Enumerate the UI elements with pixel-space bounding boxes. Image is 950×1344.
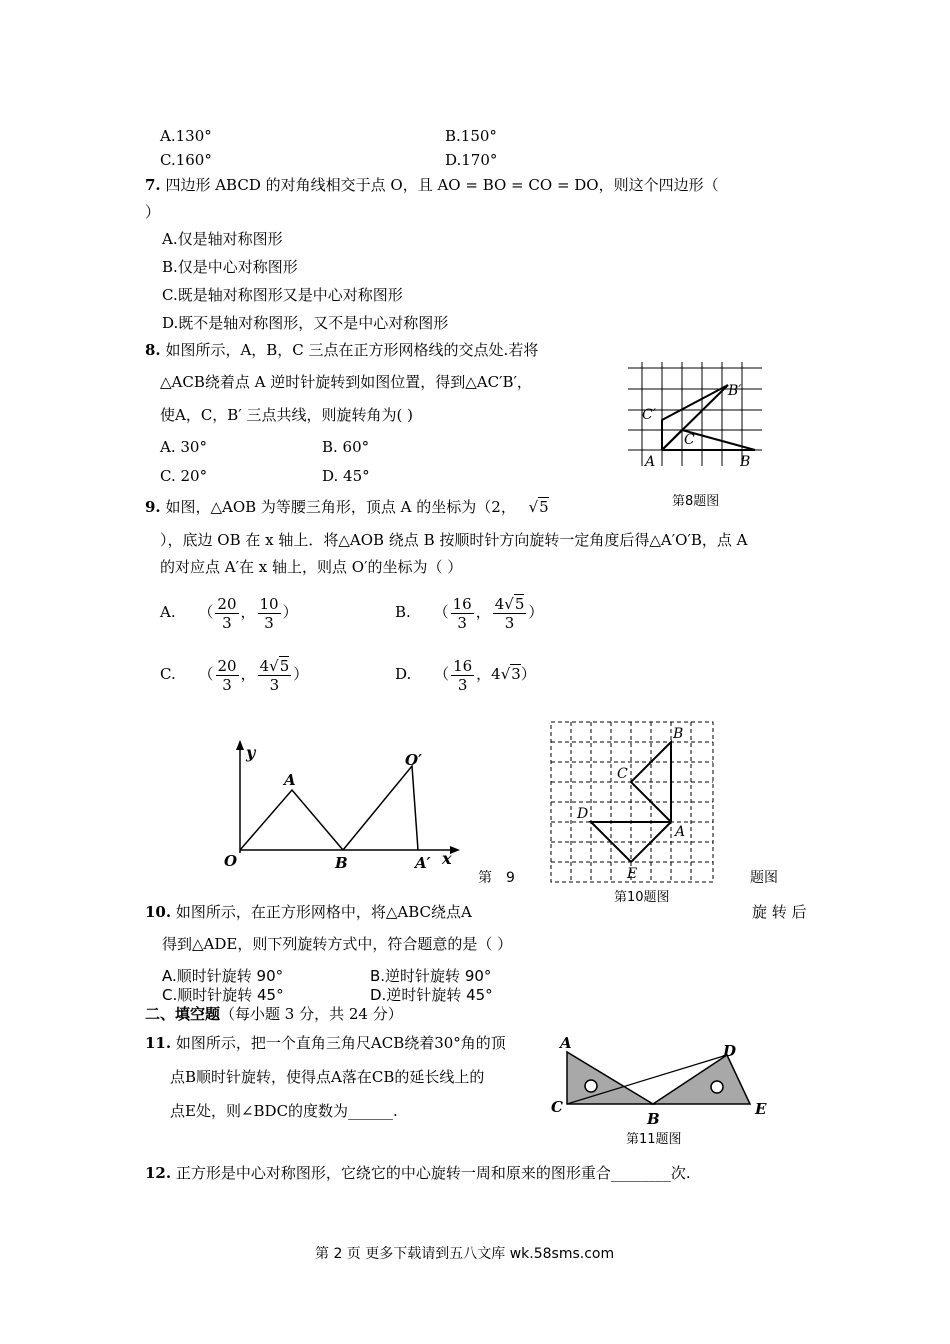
q11-label-a: A: [560, 1034, 572, 1052]
q9-line3: 的对应点 A′在 x 轴上，则点 O′的坐标为（ ）: [160, 558, 463, 576]
q9-option-b: B. （ $\frac{16}{3}$ ， $\frac{4√5}{3}$ ）: [395, 594, 544, 632]
q8-option-d: D. 45°: [322, 467, 370, 485]
q9-figure: [210, 738, 470, 873]
q8-option-b: B. 60°: [322, 438, 370, 456]
q10-option-a: A.顺时针旋转 90°: [162, 967, 284, 985]
q9-label-a: A: [284, 771, 296, 789]
q9-caption-left: 第 9: [478, 870, 515, 886]
q6-option-d: D.170°: [445, 151, 498, 169]
q11-hole-left: [585, 1080, 597, 1092]
q9-number: 9.: [145, 498, 161, 516]
q6-option-a: A.130°: [160, 127, 212, 145]
q10-line1-end: 旋 转 后: [752, 903, 807, 921]
q8-label-b: B: [740, 454, 751, 470]
q11-line2: 点B顺时针旋转，使得点A落在CB的延长线上的: [170, 1068, 485, 1086]
section2-note: （每小题 3 分，共 24 分）: [220, 1005, 403, 1023]
q8-caption: 第8题图: [672, 494, 720, 509]
q12-question: 12. 正方形是中心对称图形，它绕它的中心旋转一周和原来的图形重合________次.: [145, 1164, 691, 1182]
q10-label-b: B: [673, 726, 684, 742]
q8-option-c: C. 20°: [160, 467, 208, 485]
section2-heading: [145, 1004, 403, 1024]
q11-label-b: B: [647, 1110, 660, 1128]
q9-label-o-prime: O′: [405, 751, 423, 769]
q9-line2: ），底边 OB 在 x 轴上．将△AOB 绕点 B 按顺时针方向旋转一定角度后得△A′O′B，点 A: [160, 531, 748, 549]
q9-label-b: B: [335, 854, 348, 872]
q10-label-d: D: [577, 806, 589, 822]
q11-line1: 11. 如图所示，把一个直角三角尺ACB绕着30°角的顶: [145, 1034, 506, 1052]
q10-label-e: E: [627, 866, 638, 882]
q9-caption-right: 题图: [750, 870, 778, 886]
q9-option-c: C. （ $\frac{20}{3}$ ， $\frac{4√5}{3}$ ）: [160, 656, 309, 694]
q10-grid: [551, 722, 713, 882]
q8-option-a: A. 30°: [160, 438, 207, 456]
q9-label-a-prime: A′: [415, 854, 431, 872]
q11-triangle-acb: [567, 1052, 653, 1104]
q9-option-d: D. （ $\frac{16}{3}$ ，4√3）: [395, 656, 536, 694]
q11-caption: 第11题图: [626, 1132, 682, 1147]
q8-label-a: A: [645, 454, 656, 470]
section2-title: 二、填空题: [145, 1005, 221, 1023]
q8-label-c: C: [684, 432, 695, 448]
q10-label-c: C: [617, 766, 628, 782]
q7-question: [145, 175, 719, 195]
q10-number: 10.: [145, 903, 172, 921]
q11-figure: [545, 1030, 775, 1130]
q9-label-y: y: [246, 743, 256, 762]
q10-option-d: D.逆时针旋转 45°: [370, 986, 493, 1004]
page-footer: 第 2 页 更多下载请到五八文库 wk.58sms.com: [315, 1246, 615, 1262]
q7-option-b: B.仅是中心对称图形: [162, 258, 298, 276]
q7-option-a: A.仅是轴对称图形: [162, 230, 283, 248]
q11-hole-right: [711, 1081, 723, 1093]
q7-stem: 四边形 ABCD 的对角线相交于点 O，且 AO = BO = CO = DO，则这个四边形（: [165, 176, 719, 194]
q8-label-c-prime: C′: [642, 407, 656, 423]
q9-line1: 9. 如图，△AOB 为等腰三角形，顶点 A 的坐标为（2， √5: [145, 498, 549, 516]
q7-stem-end: ）: [145, 203, 161, 221]
q6-option-b: B.150°: [445, 127, 497, 145]
q9-sqrt5: 5: [539, 498, 549, 516]
q9-label-o: O: [224, 852, 238, 870]
q12-number: 12.: [145, 1164, 172, 1182]
q9-triangles: [240, 766, 418, 850]
q10-caption: 第10题图: [614, 890, 670, 905]
q11-label-d: D: [723, 1042, 737, 1060]
q9-label-x: x: [442, 849, 452, 868]
q10-option-c: C.顺时针旋转 45°: [162, 986, 284, 1004]
q10-line2: 得到△ADE，则下列旋转方式中，符合题意的是（ ）: [162, 935, 513, 953]
q8-number: 8.: [145, 341, 161, 359]
q6-option-c: C.160°: [160, 151, 212, 169]
q11-line3: 点E处，则∠BDC的度数为______.: [170, 1102, 398, 1120]
q10-figure: [545, 718, 720, 888]
q8-label-b-prime: B′: [728, 383, 742, 399]
q9-y-arrow: [236, 740, 244, 750]
q7-option-d: D.既不是轴对称图形，又不是中心对称图形: [162, 314, 449, 332]
q8-line3: 使A，C，B′ 三点共线，则旋转角为( ): [160, 406, 413, 424]
q8-figure: [620, 362, 770, 474]
q10-option-b: B.逆时针旋转 90°: [370, 967, 492, 985]
q11-label-c: C: [551, 1098, 563, 1116]
q11-label-e: E: [755, 1100, 767, 1118]
q8-line2: △ACB绕着点 A 逆时针旋转到如图位置，得到△AC′B′，: [160, 373, 532, 391]
q8-line1: 8. 如图所示，A，B，C 三点在正方形网格线的交点处.若将: [145, 341, 539, 359]
q9-option-a: A. （ $\frac{20}{3}$ ， $\frac{10}{3}$ ）: [160, 594, 298, 632]
q7-option-c: C.既是轴对称图形又是中心对称图形: [162, 286, 403, 304]
q10-line1: 10. 如图所示，在正方形网格中，将△ABC绕点A: [145, 903, 472, 921]
q10-label-a: A: [675, 824, 686, 840]
q9-axes: [240, 746, 455, 853]
q11-number: 11.: [145, 1034, 172, 1052]
q7-number: 7.: [145, 176, 161, 194]
